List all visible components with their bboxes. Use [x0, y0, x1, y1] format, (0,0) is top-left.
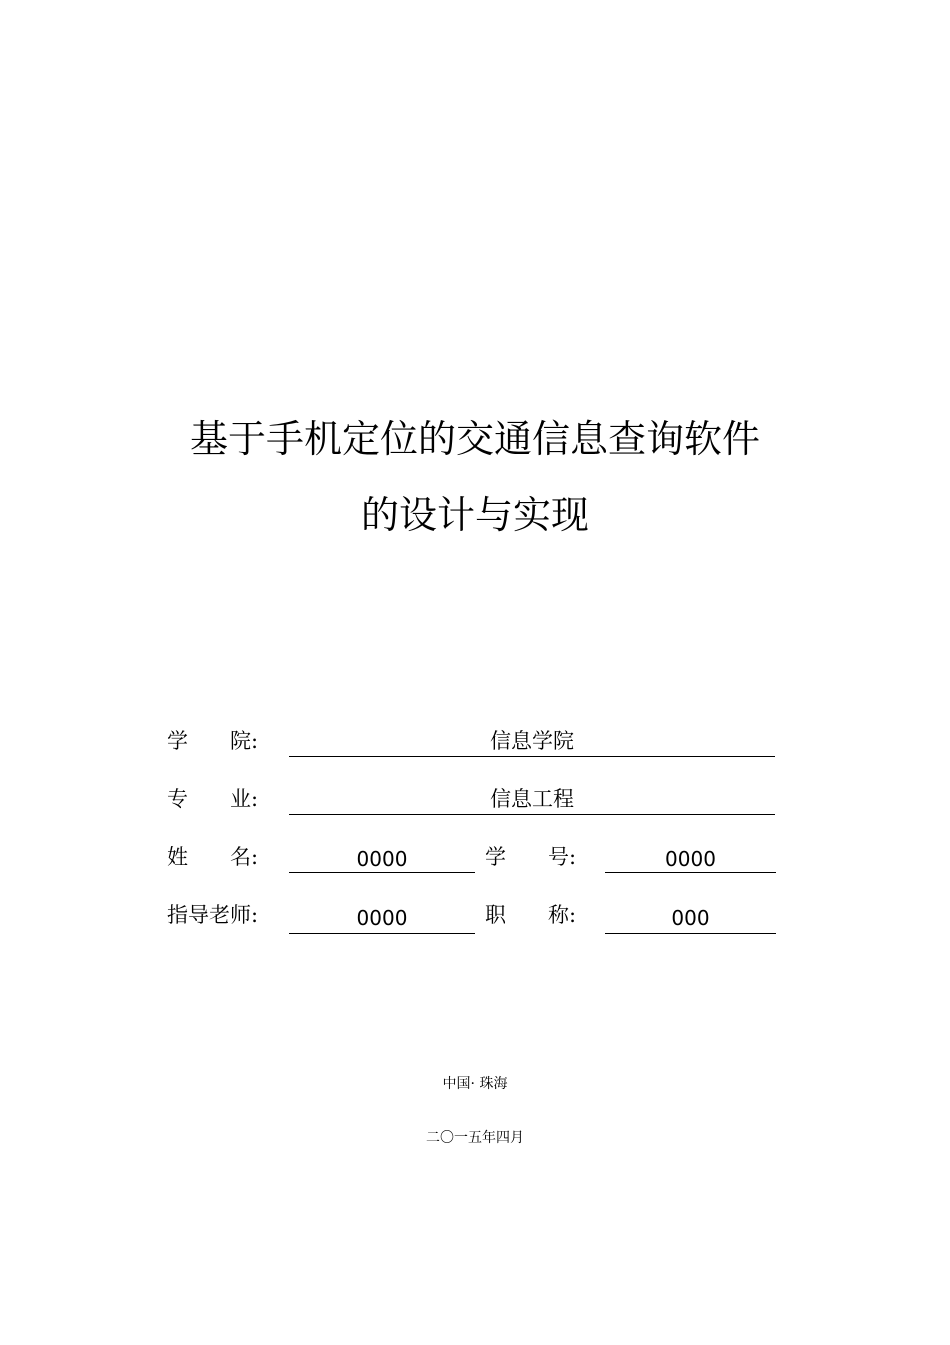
name-underline: [289, 872, 475, 873]
advisor-underline: [289, 933, 475, 934]
thesis-title-line-1: 基于手机定位的交通信息查询软件: [189, 417, 760, 461]
name-value: 0000: [356, 847, 408, 871]
date-text: 二〇一五年四月: [426, 1130, 524, 1146]
college-value: 信息学院: [490, 729, 574, 753]
college-underline: [289, 756, 775, 757]
college-label: 学 院:: [167, 729, 259, 753]
student-id-label: 学 号:: [485, 845, 577, 869]
name-label: 姓 名:: [167, 845, 259, 869]
student-id-underline: [605, 872, 776, 873]
major-label: 专 业:: [167, 787, 259, 811]
academic-title-label: 职 称:: [485, 903, 577, 927]
academic-title-value: 000: [671, 906, 710, 930]
major-value: 信息工程: [490, 787, 574, 811]
advisor-label: 指导老师:: [167, 903, 259, 927]
student-id-value: 0000: [665, 847, 716, 871]
advisor-value: 0000: [356, 906, 408, 930]
major-underline: [289, 814, 775, 815]
academic-title-underline: [605, 933, 776, 934]
location-text: 中国· 珠海: [442, 1076, 508, 1092]
thesis-title-line-2: 的设计与实现: [360, 493, 589, 537]
